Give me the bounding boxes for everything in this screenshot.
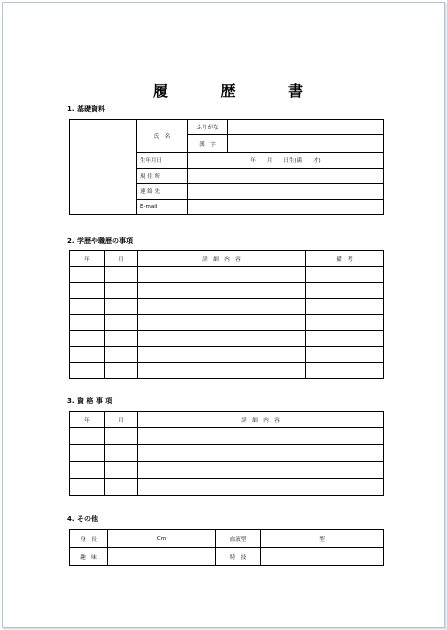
qualification-row <box>70 479 384 496</box>
history-cell[interactable] <box>306 331 384 347</box>
basic-info-table <box>69 119 384 215</box>
qualification-cell[interactable] <box>70 445 105 462</box>
history-cell[interactable] <box>105 315 138 331</box>
email-label: E-mail <box>137 199 188 215</box>
history-row <box>70 283 384 299</box>
qualifications-table <box>69 411 384 496</box>
history-cell[interactable] <box>105 283 138 299</box>
history-header-notes: 備 考 <box>306 251 384 267</box>
history-header-month: 月 <box>105 251 138 267</box>
history-row <box>70 299 384 315</box>
qualification-cell[interactable] <box>138 428 384 445</box>
skill-field[interactable] <box>261 548 384 566</box>
name-label: 氏 名 <box>137 120 188 153</box>
contact-field[interactable] <box>188 184 384 200</box>
history-cell[interactable] <box>306 363 384 379</box>
qual-header-year: 年 <box>70 412 105 428</box>
document-title <box>153 80 303 100</box>
history-cell[interactable] <box>138 331 306 347</box>
history-row <box>70 347 384 363</box>
history-cell[interactable] <box>70 363 105 379</box>
history-row <box>70 315 384 331</box>
history-header-detail: 詳 細 内 容 <box>138 251 306 267</box>
qualification-cell[interactable] <box>105 428 138 445</box>
qualification-cell[interactable] <box>138 445 384 462</box>
history-cell[interactable] <box>306 283 384 299</box>
birthdate-field[interactable]: 年 月 日生(満 才) <box>188 153 384 169</box>
hobby-field[interactable] <box>108 548 216 566</box>
qualification-cell[interactable] <box>105 462 138 479</box>
qualification-cell[interactable] <box>70 479 105 496</box>
history-row <box>70 267 384 283</box>
birthdate-label: 生年月日 <box>137 153 188 169</box>
qual-header-detail: 詳 細 内 容 <box>138 412 384 428</box>
section2-heading: 2. 学歴や職歴の事項 <box>67 237 133 245</box>
qualification-row <box>70 462 384 479</box>
history-cell[interactable] <box>306 347 384 363</box>
title-char-1: 履 <box>153 81 169 100</box>
history-row <box>70 331 384 347</box>
furigana-label: ふりがな <box>188 120 228 135</box>
qualification-cell[interactable] <box>70 428 105 445</box>
height-label: 身 長 <box>70 530 108 548</box>
history-cell[interactable] <box>70 331 105 347</box>
history-cell[interactable] <box>306 315 384 331</box>
history-cell[interactable] <box>138 315 306 331</box>
address-field[interactable] <box>188 168 384 184</box>
history-cell[interactable] <box>105 267 138 283</box>
history-cell[interactable] <box>105 363 138 379</box>
photo-box[interactable] <box>70 120 137 215</box>
history-cell[interactable] <box>306 299 384 315</box>
history-cell[interactable] <box>138 283 306 299</box>
title-char-2: 歴 <box>220 81 236 100</box>
history-cell[interactable] <box>138 347 306 363</box>
other-info-table <box>69 529 384 566</box>
email-field[interactable] <box>188 199 384 215</box>
qual-header-month: 月 <box>105 412 138 428</box>
qualification-cell[interactable] <box>138 479 384 496</box>
blood-type-label: 血液型 <box>216 530 261 548</box>
history-header-year: 年 <box>70 251 105 267</box>
history-cell[interactable] <box>138 363 306 379</box>
history-cell[interactable] <box>138 299 306 315</box>
history-cell[interactable] <box>70 283 105 299</box>
qualification-row <box>70 428 384 445</box>
history-row <box>70 363 384 379</box>
height-field[interactable]: Cm <box>108 530 216 548</box>
furigana-field[interactable] <box>228 120 384 135</box>
history-cell[interactable] <box>70 267 105 283</box>
history-cell[interactable] <box>70 299 105 315</box>
history-cell[interactable] <box>105 347 138 363</box>
history-cell[interactable] <box>138 267 306 283</box>
history-cell[interactable] <box>105 299 138 315</box>
skill-label: 特 技 <box>216 548 261 566</box>
history-cell[interactable] <box>105 331 138 347</box>
title-char-3: 書 <box>287 81 303 100</box>
history-table <box>69 250 384 379</box>
section4-heading: 4. その他 <box>67 515 98 523</box>
qualification-cell[interactable] <box>105 479 138 496</box>
qualification-cell[interactable] <box>138 462 384 479</box>
blood-type-field[interactable]: 型 <box>261 530 384 548</box>
contact-label: 連 絡 先 <box>137 184 188 200</box>
section3-heading: 3. 資 格 事 項 <box>67 397 113 405</box>
history-cell[interactable] <box>70 315 105 331</box>
qualification-cell[interactable] <box>70 462 105 479</box>
qualification-row <box>70 445 384 462</box>
qualification-cell[interactable] <box>105 445 138 462</box>
history-cell[interactable] <box>306 267 384 283</box>
hobby-label: 趣 味 <box>70 548 108 566</box>
document-page <box>2 2 445 628</box>
kanji-label: 漢 字 <box>188 135 228 153</box>
history-cell[interactable] <box>70 347 105 363</box>
address-label: 現 住 所 <box>137 168 188 184</box>
section1-heading: 1. 基礎資料 <box>67 105 105 113</box>
kanji-field[interactable] <box>228 135 384 153</box>
